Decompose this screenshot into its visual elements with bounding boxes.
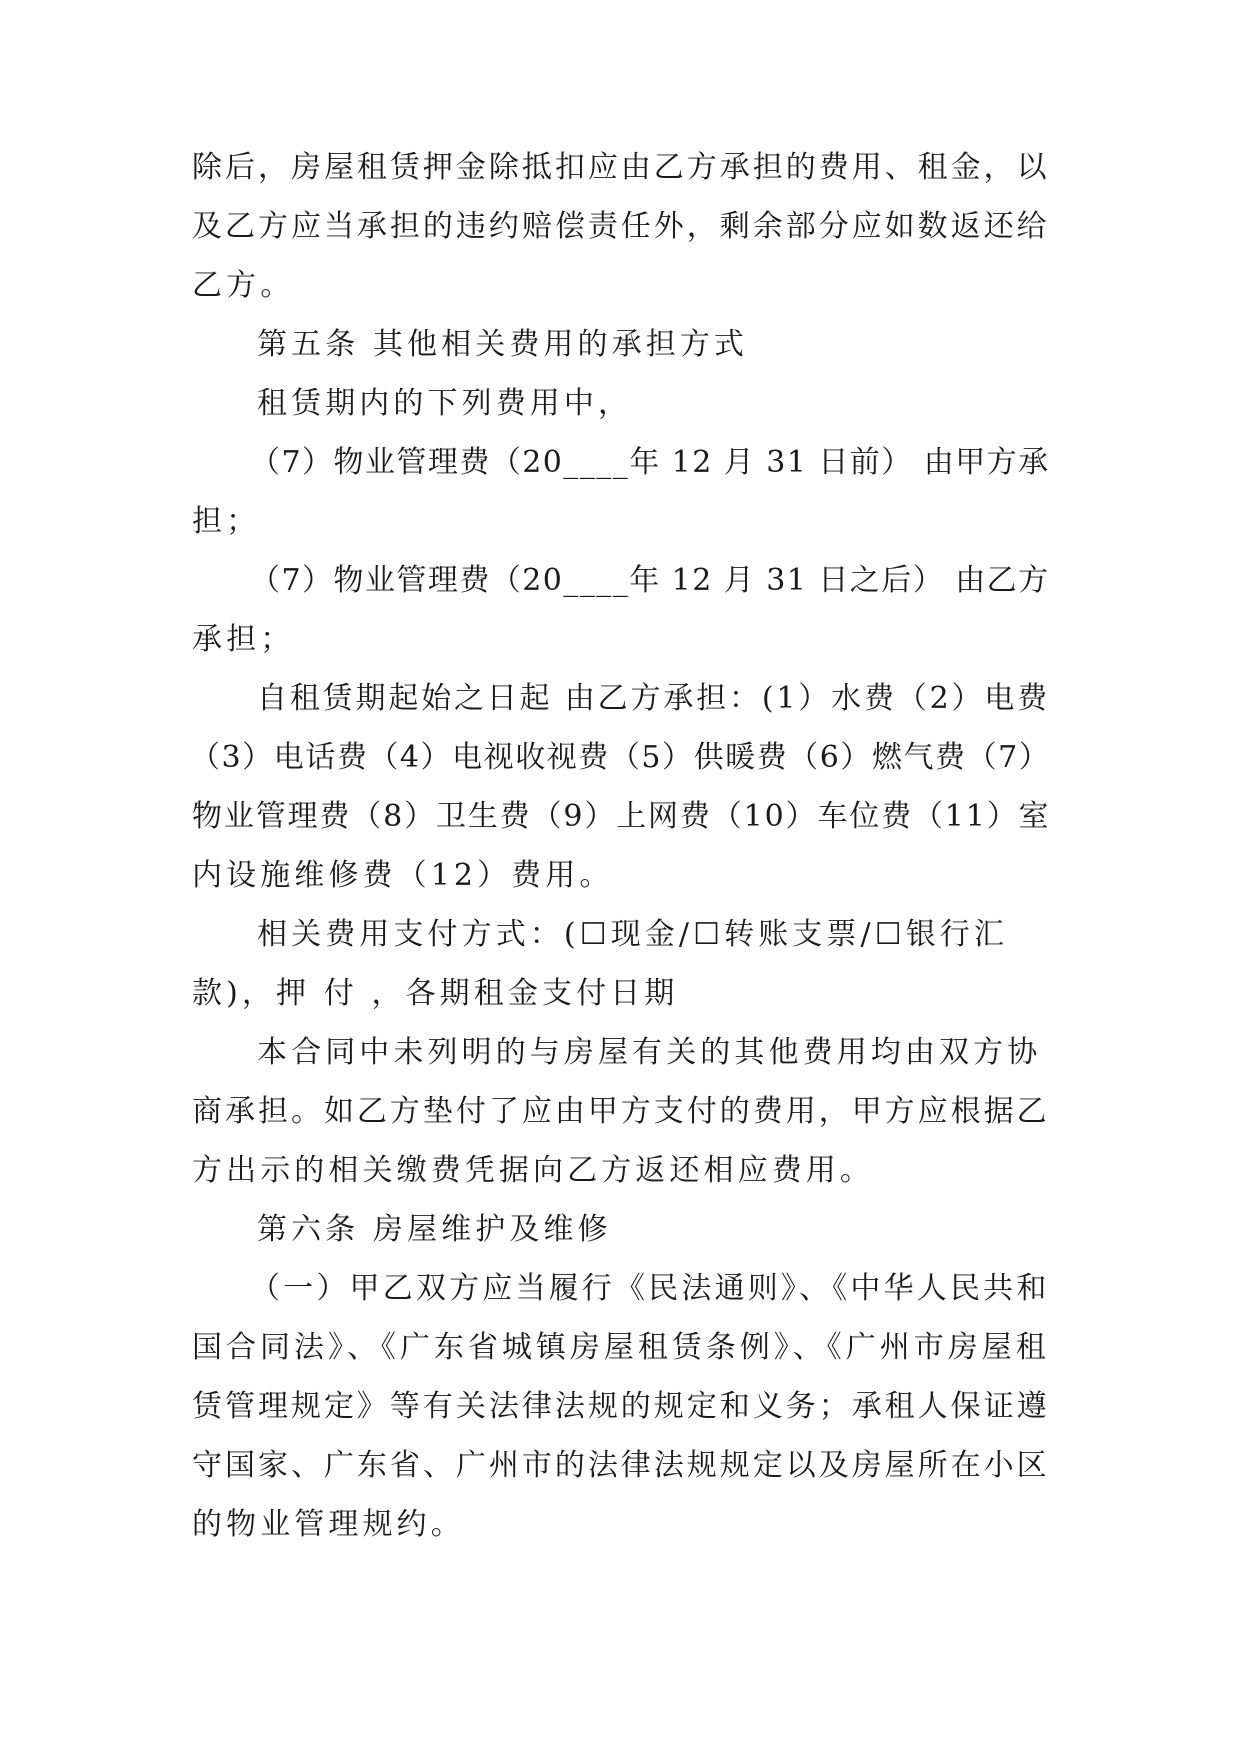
text-line: （7）物业管理费（20____年 12 月 31 日前） 由甲方承 — [250, 445, 1050, 480]
text-line: 内设施维修费（12）费用。 — [192, 858, 614, 893]
text-line: 本合同中未列明的与房屋有关的其他费用均由双方协 — [257, 1035, 1042, 1070]
text-line: 商承担。如乙方垫付了应由甲方支付的费用，甲方应根据乙 — [192, 1094, 1050, 1129]
text-line: 相关费用支付方式：(☐现金/☐转账支票/☐银行汇 — [257, 917, 1009, 952]
text-line: 担； — [192, 504, 261, 539]
text-line: 租赁期内的下列费用中， — [257, 386, 633, 421]
section-heading: 第五条 其他相关费用的承担方式 — [257, 327, 749, 362]
text-line: 国合同法》、《广东省城镇房屋租赁条例》、《广州市房屋租 — [192, 1330, 1050, 1365]
text-line: 方出示的相关缴费凭据向乙方返还相应费用。 — [192, 1153, 874, 1188]
text-line: 承担； — [192, 622, 295, 657]
text-line: 及乙方应当承担的违约赔偿责任外，剩余部分应如数返还给 — [192, 209, 1050, 244]
text-line: （一）甲乙双方应当履行《民法通则》、《中华人民共和 — [250, 1271, 1050, 1306]
text-line: 款)，押 付 ，各期租金支付日期 — [192, 976, 679, 1011]
text-line: 守国家、广东省、广州市的法律法规规定以及房屋所在小区 — [192, 1448, 1050, 1483]
text-line: 的物业管理规约。 — [192, 1507, 465, 1542]
text-line: （3）电话费（4）电视收视费（5）供暖费（6）燃气费（7） — [190, 740, 1051, 775]
text-line: 乙方。 — [192, 268, 295, 303]
text-line: 自租赁期起始之日起 由乙方承担：(1）水费（2）电费 — [257, 681, 1051, 716]
section-heading: 第六条 房屋维护及维修 — [257, 1212, 612, 1247]
text-line: 除后，房屋租赁押金除抵扣应由乙方承担的费用、租金，以 — [192, 150, 1050, 185]
text-line: 赁管理规定》等有关法律法规的规定和义务；承租人保证遵 — [192, 1389, 1050, 1424]
text-line: （7）物业管理费（20____年 12 月 31 日之后） 由乙方 — [250, 563, 1050, 598]
text-line: 物业管理费（8）卫生费（9）上网费（10）车位费（11）室 — [192, 799, 1051, 834]
